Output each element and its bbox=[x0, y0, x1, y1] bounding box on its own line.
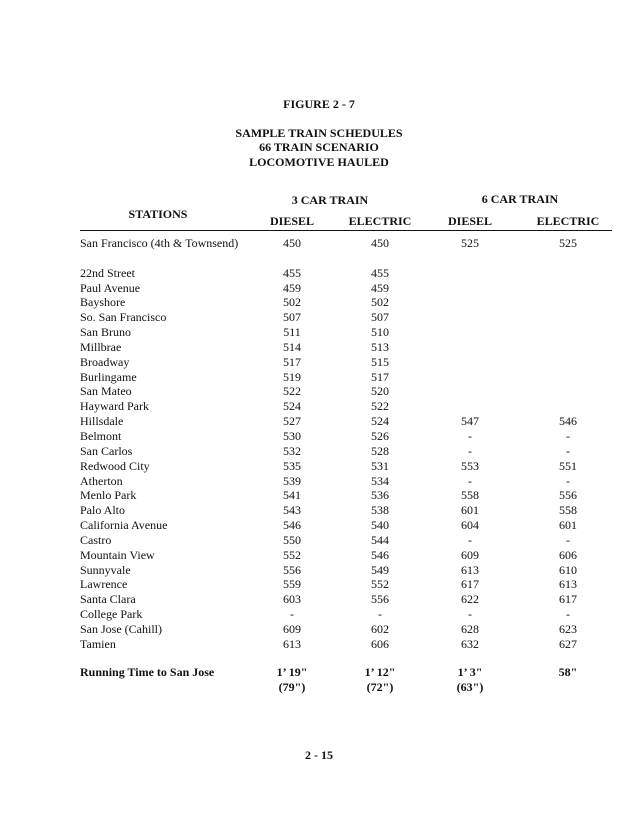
running-minutes-3car-electric: (72") bbox=[366, 680, 394, 694]
time-3car-diesel: 530 bbox=[283, 428, 301, 443]
table-row bbox=[0, 384, 638, 399]
time-6car-diesel: 632 bbox=[461, 636, 479, 651]
table-row bbox=[0, 503, 638, 518]
time-3car-diesel: 450 bbox=[283, 236, 301, 250]
time-3car-diesel: 535 bbox=[283, 458, 301, 473]
table-row bbox=[0, 488, 638, 503]
time-3car-diesel: 524 bbox=[283, 399, 301, 414]
time-6car-diesel: 628 bbox=[461, 621, 479, 636]
time-6car-electric: 601 bbox=[559, 518, 577, 533]
table-row bbox=[0, 399, 638, 414]
table-row bbox=[0, 637, 638, 652]
time-6car-diesel: - bbox=[468, 443, 472, 458]
station-name: 22nd Street bbox=[80, 265, 135, 280]
time-3car-electric: 606 bbox=[371, 636, 389, 651]
table-row bbox=[0, 429, 638, 444]
station-name: Burlingame bbox=[80, 369, 137, 384]
stations-header: STATIONS bbox=[128, 207, 188, 221]
time-6car-diesel: - bbox=[468, 428, 472, 443]
time-6car-electric: 617 bbox=[559, 592, 577, 607]
station-name: Broadway bbox=[80, 354, 130, 369]
station-name: Sunnyvale bbox=[80, 562, 131, 577]
table-row bbox=[0, 355, 638, 370]
time-6car-electric: 623 bbox=[559, 621, 577, 636]
time-3car-electric: 602 bbox=[371, 621, 389, 636]
time-3car-electric: 528 bbox=[371, 443, 389, 458]
time-3car-diesel: 552 bbox=[283, 547, 301, 562]
table-row bbox=[0, 310, 638, 325]
time-3car-electric: 524 bbox=[371, 414, 389, 429]
table-row bbox=[0, 236, 638, 266]
station-name: Lawrence bbox=[80, 577, 128, 592]
station-name: Hayward Park bbox=[80, 399, 149, 414]
station-name: Belmont bbox=[80, 428, 122, 443]
running-time-6car-diesel: 1’ 3" bbox=[457, 665, 483, 679]
time-6car-electric: 525 bbox=[559, 236, 577, 250]
subtitle-2: 66 TRAIN SCENARIO bbox=[259, 140, 379, 154]
time-3car-electric: 459 bbox=[371, 280, 389, 295]
time-3car-electric: 540 bbox=[371, 518, 389, 533]
running-minutes-6car-diesel: (63") bbox=[456, 680, 484, 694]
time-3car-electric: 522 bbox=[371, 399, 389, 414]
time-6car-diesel: 525 bbox=[461, 236, 479, 250]
time-6car-electric: 613 bbox=[559, 577, 577, 592]
column-header-6car-electric: ELECTRIC bbox=[536, 214, 600, 228]
time-3car-electric: 556 bbox=[371, 592, 389, 607]
time-6car-electric: 546 bbox=[559, 414, 577, 429]
time-6car-diesel: 609 bbox=[461, 547, 479, 562]
time-3car-diesel: 511 bbox=[283, 325, 301, 340]
time-3car-diesel: 546 bbox=[283, 518, 301, 533]
time-6car-electric: 606 bbox=[559, 547, 577, 562]
column-header-6car-diesel: DIESEL bbox=[447, 214, 493, 228]
time-3car-diesel: 517 bbox=[283, 354, 301, 369]
time-6car-diesel: 604 bbox=[461, 518, 479, 533]
station-name: Palo Alto bbox=[80, 503, 126, 518]
station-name: Menlo Park bbox=[80, 488, 137, 503]
time-6car-diesel: 558 bbox=[461, 488, 479, 503]
time-3car-diesel: 609 bbox=[283, 621, 301, 636]
table-row bbox=[0, 592, 638, 607]
time-3car-diesel: 455 bbox=[283, 265, 301, 280]
schedule-table-body bbox=[0, 236, 638, 652]
time-6car-diesel: - bbox=[468, 607, 472, 622]
time-3car-diesel: 541 bbox=[283, 488, 301, 503]
table-row bbox=[0, 414, 638, 429]
header-rule bbox=[80, 230, 612, 231]
table-row bbox=[0, 266, 638, 281]
station-name: San Mateo bbox=[80, 384, 132, 399]
group-header-3-car: 3 CAR TRAIN bbox=[291, 193, 369, 207]
station-name: San Francisco (4th & Townsend) bbox=[80, 236, 239, 250]
time-3car-electric: 534 bbox=[371, 473, 389, 488]
time-6car-diesel: 613 bbox=[461, 562, 479, 577]
time-6car-electric: 610 bbox=[559, 562, 577, 577]
time-6car-diesel: 622 bbox=[461, 592, 479, 607]
subtitle-3: LOCOMOTIVE HAULED bbox=[249, 155, 389, 169]
time-6car-electric: - bbox=[566, 428, 570, 443]
time-6car-diesel: 601 bbox=[461, 503, 479, 518]
station-name: San Carlos bbox=[80, 443, 133, 458]
column-header-3car-diesel: DIESEL bbox=[269, 214, 315, 228]
running-time-6car-electric: 58" bbox=[558, 665, 578, 679]
time-3car-electric: 538 bbox=[371, 503, 389, 518]
time-3car-electric: 515 bbox=[371, 354, 389, 369]
time-3car-electric: 507 bbox=[371, 310, 389, 325]
time-3car-diesel: 459 bbox=[283, 280, 301, 295]
time-6car-electric: - bbox=[566, 473, 570, 488]
time-3car-diesel: 556 bbox=[283, 562, 301, 577]
station-name: So. San Francisco bbox=[80, 310, 167, 325]
table-row bbox=[0, 622, 638, 637]
station-name: Bayshore bbox=[80, 295, 126, 310]
table-row bbox=[0, 533, 638, 548]
time-6car-diesel: - bbox=[468, 473, 472, 488]
station-name: San Bruno bbox=[80, 325, 131, 340]
time-3car-diesel: 539 bbox=[283, 473, 301, 488]
table-row bbox=[0, 474, 638, 489]
time-6car-electric: 556 bbox=[559, 488, 577, 503]
table-row bbox=[0, 370, 638, 385]
time-3car-diesel: 502 bbox=[283, 295, 301, 310]
time-3car-electric: 502 bbox=[371, 295, 389, 310]
time-3car-diesel: - bbox=[290, 607, 294, 622]
time-3car-electric: 520 bbox=[371, 384, 389, 399]
group-header-6-car: 6 CAR TRAIN bbox=[481, 192, 559, 206]
time-6car-electric: - bbox=[566, 607, 570, 622]
running-time-label: Running Time to San Jose bbox=[80, 665, 215, 679]
time-3car-diesel: 543 bbox=[283, 503, 301, 518]
time-3car-electric: 546 bbox=[371, 547, 389, 562]
station-name: Paul Avenue bbox=[80, 280, 141, 295]
time-3car-diesel: 507 bbox=[283, 310, 301, 325]
column-header-3car-electric: ELECTRIC bbox=[348, 214, 412, 228]
station-name: Santa Clara bbox=[80, 592, 136, 607]
station-name: Castro bbox=[80, 532, 112, 547]
station-name: Mountain View bbox=[80, 547, 155, 562]
time-6car-diesel: 553 bbox=[461, 458, 479, 473]
time-3car-diesel: 527 bbox=[283, 414, 301, 429]
time-3car-electric: 549 bbox=[371, 562, 389, 577]
time-3car-diesel: 522 bbox=[283, 384, 301, 399]
table-row bbox=[0, 577, 638, 592]
table-row bbox=[0, 563, 638, 578]
station-name: Millbrae bbox=[80, 339, 122, 354]
page-number: 2 - 15 bbox=[305, 748, 333, 762]
subtitle-1: SAMPLE TRAIN SCHEDULES bbox=[235, 126, 403, 140]
time-6car-diesel: 617 bbox=[461, 577, 479, 592]
time-3car-electric: 531 bbox=[371, 458, 389, 473]
time-6car-electric: - bbox=[566, 532, 570, 547]
station-name: Tamien bbox=[80, 636, 116, 651]
time-3car-diesel: 532 bbox=[283, 443, 301, 458]
time-3car-electric: 513 bbox=[371, 339, 389, 354]
time-3car-electric: - bbox=[378, 607, 382, 622]
running-time-3car-electric: 1’ 12" bbox=[364, 665, 396, 679]
table-row bbox=[0, 325, 638, 340]
table-row bbox=[0, 518, 638, 533]
time-3car-diesel: 550 bbox=[283, 532, 301, 547]
time-3car-diesel: 519 bbox=[283, 369, 301, 384]
station-name: Hillsdale bbox=[80, 414, 124, 429]
time-3car-electric: 450 bbox=[371, 236, 389, 250]
time-3car-electric: 517 bbox=[371, 369, 389, 384]
table-row bbox=[0, 281, 638, 296]
time-6car-electric: 551 bbox=[559, 458, 577, 473]
time-3car-electric: 526 bbox=[371, 428, 389, 443]
station-name: San Jose (Cahill) bbox=[80, 621, 162, 636]
time-6car-diesel: 547 bbox=[461, 414, 479, 429]
time-3car-electric: 510 bbox=[371, 325, 389, 340]
table-row bbox=[0, 607, 638, 622]
table-row bbox=[0, 444, 638, 459]
table-row bbox=[0, 340, 638, 355]
running-minutes-3car-diesel: (79") bbox=[278, 680, 306, 694]
table-row bbox=[0, 548, 638, 563]
station-name: College Park bbox=[80, 607, 143, 622]
figure-title: FIGURE 2 - 7 bbox=[283, 97, 355, 111]
time-6car-electric: 558 bbox=[559, 503, 577, 518]
time-3car-diesel: 559 bbox=[283, 577, 301, 592]
time-6car-electric: - bbox=[566, 443, 570, 458]
time-3car-diesel: 514 bbox=[283, 339, 301, 354]
time-6car-diesel: - bbox=[468, 532, 472, 547]
time-6car-electric: 627 bbox=[559, 636, 577, 651]
time-3car-electric: 544 bbox=[371, 532, 389, 547]
station-name: California Avenue bbox=[80, 518, 168, 533]
time-3car-electric: 536 bbox=[371, 488, 389, 503]
time-3car-diesel: 603 bbox=[283, 592, 301, 607]
time-3car-electric: 552 bbox=[371, 577, 389, 592]
table-row bbox=[0, 459, 638, 474]
running-time-3car-diesel: 1’ 19" bbox=[276, 665, 308, 679]
station-name: Atherton bbox=[80, 473, 123, 488]
table-row bbox=[0, 295, 638, 310]
time-3car-electric: 455 bbox=[371, 265, 389, 280]
station-name: Redwood City bbox=[80, 458, 150, 473]
time-3car-diesel: 613 bbox=[283, 636, 301, 651]
